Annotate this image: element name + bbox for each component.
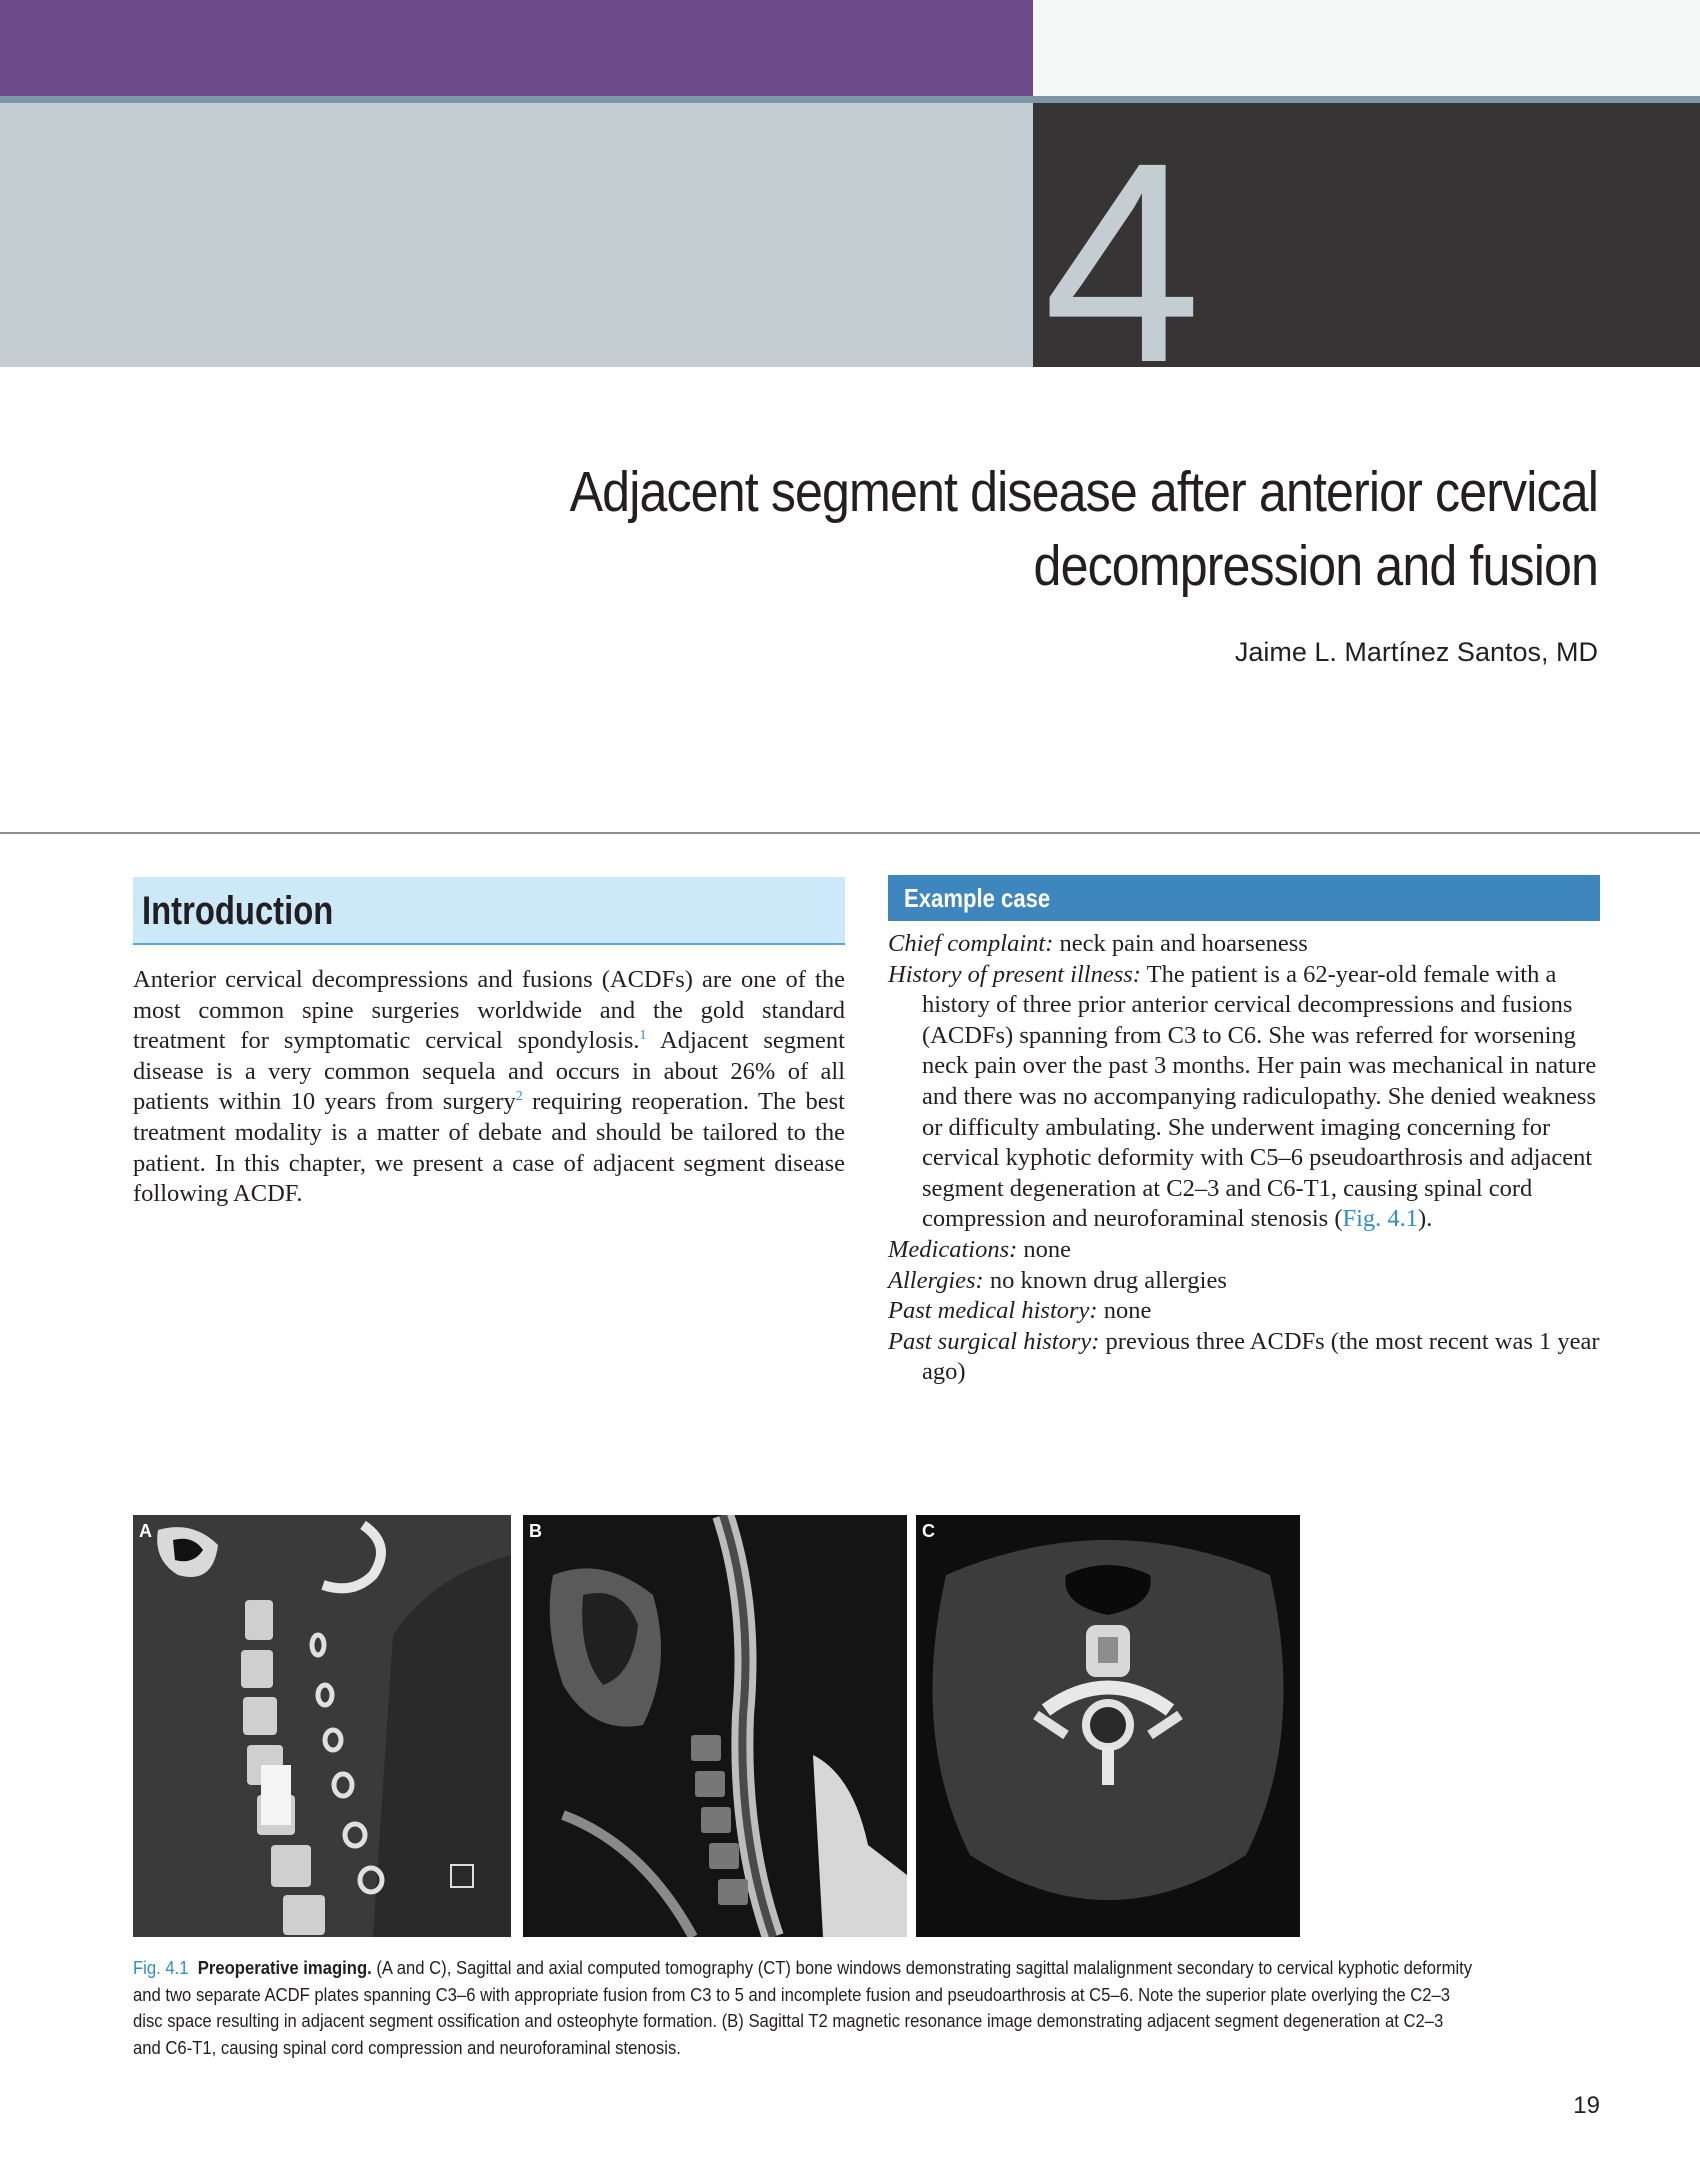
figure-panel-c-axial-ct <box>916 1515 1300 1937</box>
introduction-heading-box <box>133 877 845 945</box>
allergies-value: no known drug allergies <box>983 1266 1227 1294</box>
figure-caption-label: Fig. 4.1 <box>133 1957 189 1978</box>
pmh-label: Past medical history: <box>888 1297 1098 1325</box>
introduction-heading: Introduction <box>142 889 334 933</box>
panel-b-label: B <box>529 1521 542 1541</box>
header-band-light <box>1033 0 1700 96</box>
introduction-paragraph <box>133 965 845 1210</box>
figure-reference-link[interactable]: Fig. 4.1 <box>1342 1205 1419 1233</box>
chapter-title-line-1: Adjacent segment disease after anterior cervical <box>569 460 1598 524</box>
chief-complaint-label: Chief complaint: <box>888 930 1054 957</box>
pmh-value: none <box>1097 1297 1152 1325</box>
figure-caption-title: Preoperative imaging. <box>197 1957 372 1978</box>
header-band-purple <box>0 0 1033 96</box>
psh-label: Past surgical history: <box>888 1327 1100 1355</box>
allergies-label: Allergies: <box>888 1266 984 1294</box>
sagittal-ct-image <box>133 1515 511 1937</box>
chief-complaint <box>888 929 1603 960</box>
medications-label: Medications: <box>888 1235 1018 1263</box>
example-case-body <box>888 929 1603 1388</box>
history-text: The patient is a 62-year-old female with a history of three prior anterior cervical decompressions and fusions (ACDFs) spanning from C3 to C6. She was referred for worsening neck pain over the past 3 months. Her pain was mechanical in nature and there was no accompanying radiculopathy. She denied weakness or difficulty ambulating. She underwent imaging concerning for cervical kyphotic deformity with C5–6 pseudoarthrosis and adjacent segment degeneration at C2–3 and C6-T1, causing spinal cord compression and neuroforaminal stenosis ( <box>922 960 1597 1233</box>
past-surgical-history <box>888 1327 1603 1388</box>
psh-value: previous three ACDFs (the most recent was 1 year ago) <box>922 1327 1600 1386</box>
allergies <box>888 1266 1603 1297</box>
figure-caption-text: (A and C), Sagittal and axial computed tomography (CT) bone windows demonstrating sagittal malalignment secondary to cervical kyphotic deformity and two separate ACDF plates spanning C3–6 with appropriate fusion from C3 to 5 and incomplete fusion and pseudoarthrosis at C5–6. Note the superior plate overlying the C2–3 disc space resulting in adjacent segment ossification and osteophyte formation. (B) Sagittal T2 magnetic resonance image demonstrating adjacent segment degeneration at C2–3 and C6-T1, causing spinal cord compression and neuroforaminal stenosis. <box>133 1957 1473 2058</box>
chapter-number: 4 <box>1043 104 1198 367</box>
section-divider <box>0 832 1700 834</box>
introduction-text-2: Adjacent segment disease is a very common sequela and occurs in about 26% of all patients within 10 years from surgery <box>133 1027 845 1116</box>
introduction-text-1: Anterior cervical decompressions and fusions (ACDFs) are one of the most common spine surgeries worldwide and the gold standard treatment for symptomatic cervical spondylosis. <box>133 966 845 1055</box>
reference-1-link[interactable]: 1 <box>639 1028 647 1044</box>
panel-a-label: A <box>139 1521 152 1541</box>
chapter-number-block <box>1033 103 1700 367</box>
history-of-present-illness <box>888 960 1603 1235</box>
introduction-text-3: requiring reoperation. The best treatment modality is a matter of debate and should be tailored to the patient. In this chapter, we present a case of adjacent segment disease following ACDF. <box>133 1088 845 1208</box>
reference-2-link[interactable]: 2 <box>515 1089 523 1105</box>
example-case-heading-box <box>888 875 1600 921</box>
page-number: 19 <box>1573 2092 1600 2119</box>
figure-panel-b-sagittal-mri <box>523 1515 907 1937</box>
figure-panel-a-sagittal-ct <box>133 1515 511 1937</box>
panel-c-label: C <box>922 1521 935 1541</box>
header-band-grey <box>0 103 1033 367</box>
axial-ct-image <box>916 1515 1300 1937</box>
medications <box>888 1235 1603 1266</box>
history-label: History of present illness: <box>888 960 1141 988</box>
medications-value: none <box>1017 1235 1072 1263</box>
past-medical-history <box>888 1296 1603 1327</box>
header-rule <box>0 96 1700 103</box>
chapter-title-line-2: decompression and fusion <box>1033 534 1598 598</box>
history-end: ). <box>1418 1205 1433 1233</box>
example-case-heading: Example case <box>904 883 1051 913</box>
chapter-title <box>454 455 1598 603</box>
figure-caption <box>133 1955 1474 2061</box>
author-name: Jaime L. Martínez Santos, MD <box>1234 637 1598 667</box>
chief-complaint-value: neck pain and hoarseness <box>1053 930 1308 957</box>
sagittal-mri-image <box>523 1515 907 1937</box>
